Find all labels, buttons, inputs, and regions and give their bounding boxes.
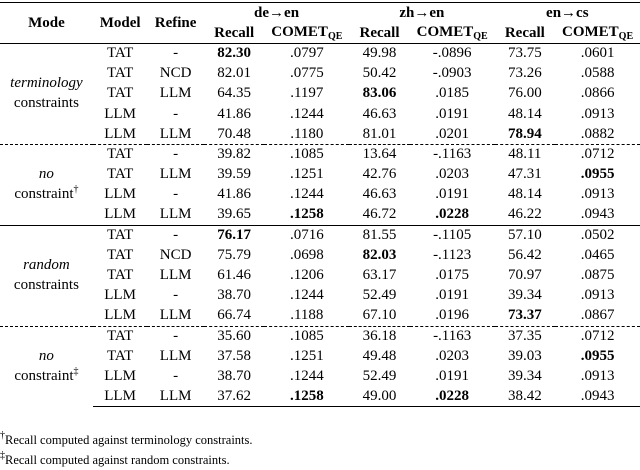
recall-cell: 73.37 [507,307,542,324]
model-cell: LLM [104,125,136,142]
comet-cell: .0867 [580,307,615,324]
comet-cell: .1197 [290,85,324,102]
recall-cell: 63.17 [362,267,397,284]
table-row [0,225,640,245]
model-cell: TAT [106,347,134,364]
comet-cell: .0913 [580,287,615,304]
refine-cell: - [173,287,179,304]
comet-cell: .1085 [264,144,349,164]
comet-cell: .1244 [289,287,324,304]
refine-cell: LLM [159,206,192,223]
model-cell: TAT [106,85,134,102]
comet-cell: .1258 [289,206,324,223]
table-row [0,84,640,104]
recall-cell: 49.48 [362,347,397,364]
comet-cell: .0203 [435,347,470,364]
recall-cell: 82.03 [362,246,397,263]
comet-cell: .0882 [580,125,615,142]
comet-cell: -.1105 [410,225,495,245]
recall-cell: 37.35 [495,326,556,346]
recall-cell: 42.76 [362,166,397,183]
recall-cell: 81.01 [362,125,397,142]
model-cell: TAT [93,326,148,346]
comet-cell: .0588 [580,65,615,82]
recall-cell: 61.46 [217,267,252,284]
header-pair-en-cs: en→cs [546,4,589,21]
refine-cell: NCD [159,65,192,82]
mode-cell: random constraints [0,225,93,326]
header-recall: Recall [359,24,400,41]
recall-cell: 38.70 [217,368,252,385]
comet-cell: .1188 [290,307,324,324]
comet-cell: .0775 [289,65,324,82]
refine-cell: LLM [159,347,192,364]
recall-cell: 56.42 [507,246,542,263]
comet-cell: .0866 [580,85,615,102]
refine-cell: LLM [159,125,192,142]
comet-cell: .1244 [289,368,324,385]
results-table [0,2,640,407]
mode-cell: terminology constraints [10,75,83,111]
recall-cell: 35.60 [204,326,265,346]
comet-cell: .0913 [580,105,615,122]
header-recall: Recall [214,24,255,41]
comet-cell: .0712 [555,144,640,164]
header-model: Model [99,14,141,31]
refine-cell: LLM [159,85,192,102]
model-cell: LLM [93,387,148,407]
recall-cell: 39.03 [507,347,542,364]
comet-cell: .1180 [290,125,324,142]
comet-cell: .0175 [435,267,470,284]
comet-cell: -.1123 [433,246,472,263]
table-row [0,144,640,164]
comet-cell: .0712 [555,326,640,346]
comet-cell: .0191 [435,368,470,385]
comet-cell: .1251 [289,347,324,364]
recall-cell: 48.11 [495,144,556,164]
results-body [0,44,640,407]
comet-cell: .0502 [555,225,640,245]
model-cell: LLM [104,307,136,324]
recall-cell: 49.98 [362,45,397,62]
recall-cell: 41.86 [217,105,252,122]
recall-cell: 37.62 [204,387,265,407]
table-row [0,245,640,265]
footnote: †Recall computed against terminology constraints. [0,430,253,447]
model-cell: LLM [104,105,136,122]
mode-cell: no constraint‡ [0,326,93,407]
comet-cell: .0196 [435,307,470,324]
comet-cell: .1206 [289,267,324,284]
comet-cell: .0201 [435,125,470,142]
comet-cell: .0601 [580,45,615,62]
table-row [0,185,640,205]
table-row [0,326,640,346]
recall-cell: 82.01 [217,65,252,82]
comet-cell: .0943 [555,387,640,407]
model-cell: LLM [104,186,136,203]
comet-cell: -.1163 [410,326,495,346]
recall-cell: 37.58 [217,347,252,364]
table-row [0,124,640,144]
comet-cell: .0797 [289,45,324,62]
model-cell: LLM [104,287,136,304]
table-row [0,165,640,185]
recall-cell: 46.63 [362,105,397,122]
recall-cell: 57.10 [495,225,556,245]
refine-cell: LLM [147,387,204,407]
comet-cell: .0191 [435,105,470,122]
header-comet: $COMET_{QE}$ [416,23,488,42]
table-row [0,346,640,366]
recall-cell: 13.64 [349,144,410,164]
model-cell: TAT [106,267,134,284]
header-comet: $COMET_{QE}$ [271,23,343,42]
recall-cell: 46.63 [362,186,397,203]
refine-cell: - [173,105,179,122]
table-row [0,286,640,306]
recall-cell: 36.18 [349,326,410,346]
recall-cell: 47.31 [507,166,542,183]
comet-cell: .1251 [289,166,324,183]
header-pair-zh-en: zh→en [399,4,445,21]
recall-cell: 81.55 [349,225,410,245]
recall-cell: 39.59 [217,166,252,183]
refine-cell: LLM [159,267,192,284]
comet-cell: .0875 [580,267,615,284]
header-pair-de-en: de→en [254,4,300,21]
refine-cell: LLM [159,307,192,324]
comet-cell: .0228 [435,206,470,223]
comet-cell: .0228 [410,387,495,407]
mode-cell: no constraint† [0,144,93,225]
refine-cell: - [147,326,204,346]
model-cell: TAT [106,246,134,263]
header-comet: $COMET_{QE}$ [562,23,634,42]
comet-cell: .1244 [289,105,324,122]
header-row-languages [0,3,640,24]
table-row [0,266,640,286]
footnote: ‡Recall computed against random constraints. [0,450,230,467]
recall-cell: 46.72 [362,206,397,223]
recall-cell: 41.86 [217,186,252,203]
refine-cell: - [147,144,204,164]
table-row [0,205,640,225]
recall-cell: 64.35 [217,85,252,102]
recall-cell: 38.70 [217,287,252,304]
comet-cell: .0913 [580,186,615,203]
recall-cell: 76.17 [204,225,265,245]
refine-cell: - [173,368,179,385]
header-refine: Refine [154,14,197,31]
recall-cell: 52.49 [362,368,397,385]
recall-cell: 70.48 [217,125,252,142]
model-cell: TAT [106,45,134,62]
comet-cell: .1258 [264,387,349,407]
recall-cell: 48.14 [507,105,542,122]
recall-cell: 66.74 [217,307,252,324]
header-mode: Mode [28,14,65,31]
recall-cell: 48.14 [507,186,542,203]
recall-cell: 46.22 [507,206,542,223]
recall-cell: 76.00 [507,85,542,102]
recall-cell: 38.42 [495,387,556,407]
model-cell: LLM [104,368,136,385]
recall-cell: 39.82 [204,144,265,164]
table-row [0,387,640,407]
model-cell: TAT [106,166,134,183]
comet-cell: .0913 [580,368,615,385]
comet-cell: .0955 [580,347,615,364]
comet-cell: .1244 [289,186,324,203]
recall-cell: 39.65 [217,206,252,223]
model-cell: TAT [106,65,134,82]
refine-cell: - [173,45,179,62]
model-cell: TAT [93,144,148,164]
comet-cell: .0716 [264,225,349,245]
recall-cell: 67.10 [362,307,397,324]
table-row [0,104,640,124]
recall-cell: 78.94 [507,125,542,142]
table-row [0,306,640,326]
comet-cell: -.0903 [432,65,472,82]
comet-cell: .0191 [435,186,470,203]
table-row [0,64,640,84]
recall-cell: 39.34 [507,287,542,304]
recall-cell: 52.49 [362,287,397,304]
comet-cell: .0943 [580,206,615,223]
recall-cell: 70.97 [507,267,542,284]
comet-cell: -.0896 [432,45,472,62]
recall-cell: 50.42 [362,65,397,82]
model-cell: TAT [93,225,148,245]
comet-cell: .0698 [289,246,324,263]
recall-cell: 75.79 [217,246,252,263]
comet-cell: .0465 [580,246,615,263]
recall-cell: 73.26 [507,65,542,82]
table-row [0,44,640,64]
model-cell: LLM [104,206,136,223]
comet-cell: .0185 [435,85,470,102]
comet-cell: .1085 [264,326,349,346]
recall-cell: 73.75 [507,45,542,62]
comet-cell: -.1163 [410,144,495,164]
comet-cell: .0191 [435,287,470,304]
recall-cell: 49.00 [349,387,410,407]
footnotes [0,430,253,470]
header-recall: Recall [504,24,545,41]
refine-cell: - [147,225,204,245]
refine-cell: NCD [159,246,192,263]
refine-cell: LLM [159,166,192,183]
recall-cell: 83.06 [362,85,397,102]
recall-cell: 39.34 [507,368,542,385]
refine-cell: - [173,186,179,203]
recall-cell: 82.30 [217,45,252,62]
comet-cell: .0203 [435,166,470,183]
table-row [0,367,640,387]
comet-cell: .0955 [580,166,615,183]
